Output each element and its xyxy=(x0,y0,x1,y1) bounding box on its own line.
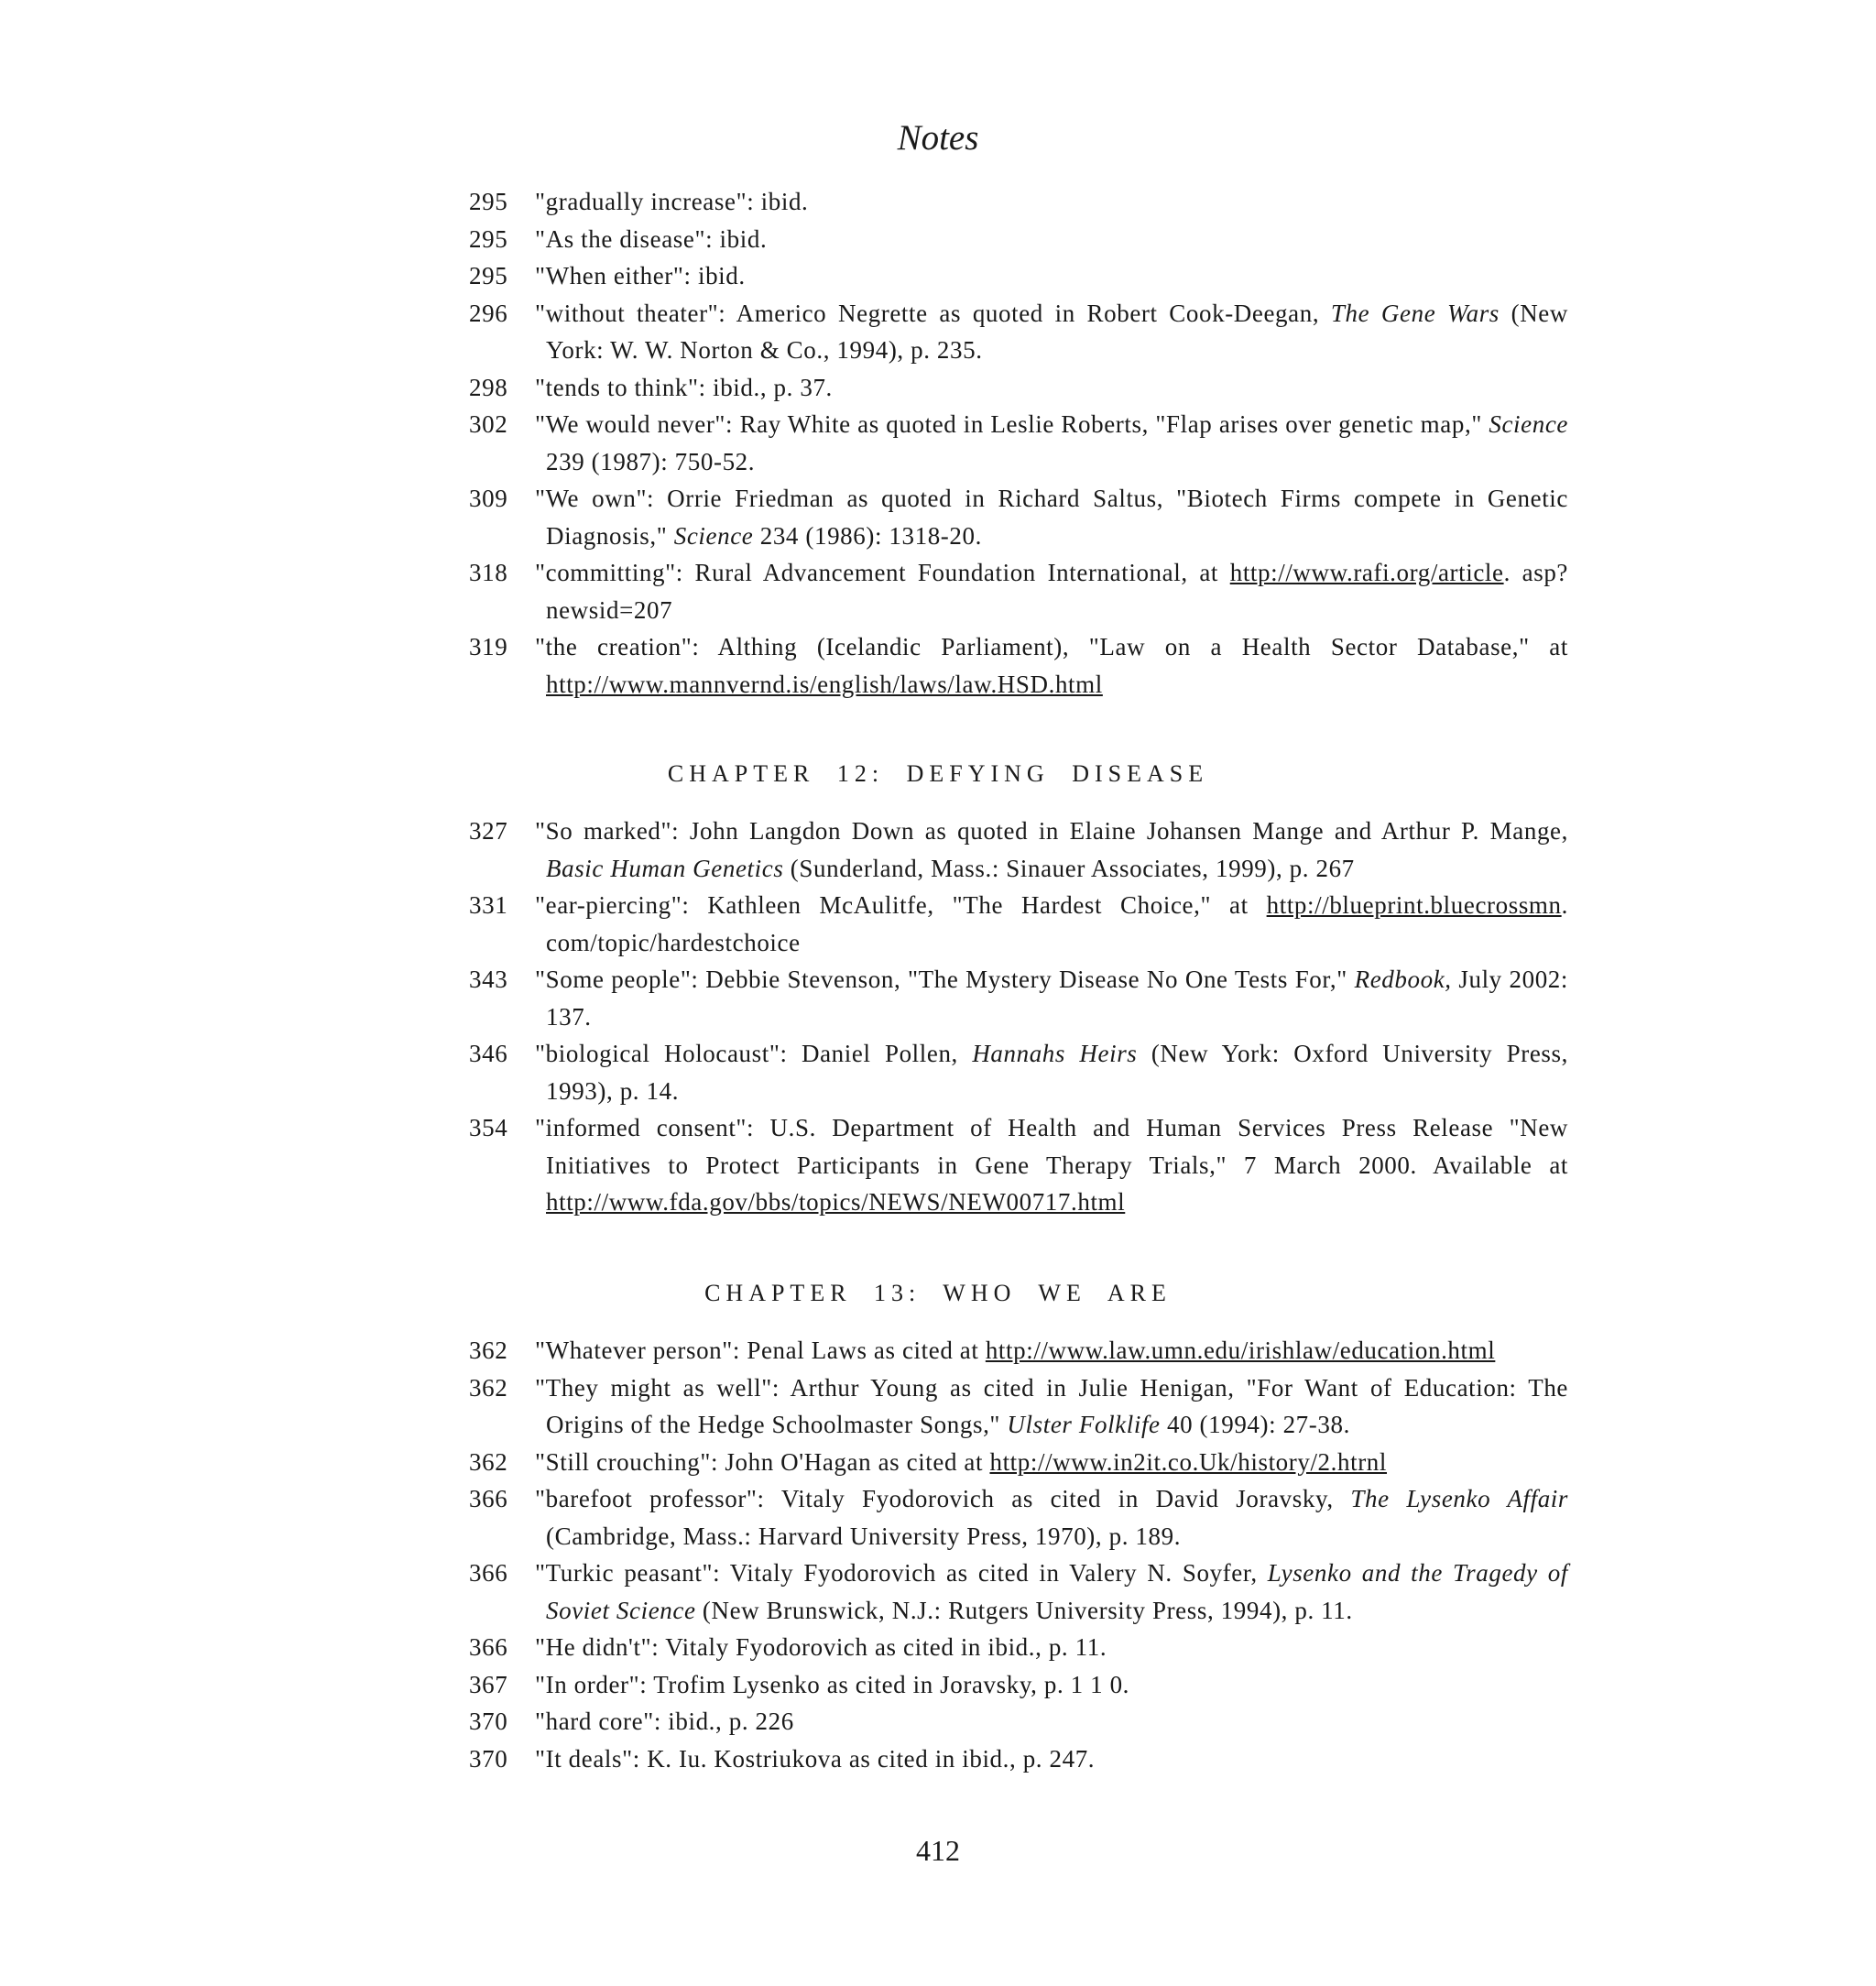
note-entry xyxy=(469,1109,1568,1221)
note-text-segment: (Cambridge, Mass.: Harvard University Press, 1970), p. 189. xyxy=(546,1522,1182,1550)
note-text-segment: "In order": Trofim Lysenko as cited in Joravsky, p. 1 1 0. xyxy=(535,1670,1130,1698)
notes-list-chapter-12 xyxy=(469,813,1568,1221)
note-text-segment: "tends to think": ibid., p. 37. xyxy=(535,373,833,401)
notes-list-chapter-13 xyxy=(469,1332,1568,1777)
chapter-12-heading: CHAPTER 12: DEFYING DISEASE xyxy=(667,760,1209,787)
note-entry xyxy=(469,183,1568,221)
note-text-segment: 40 (1994): 27-38. xyxy=(1160,1411,1350,1438)
note-page-ref: 343 xyxy=(469,966,508,993)
note-url: http://www.in2it.co.Uk/history/2.htrnl xyxy=(989,1447,1388,1476)
note-title-italic: Ulster Folklife xyxy=(1007,1411,1161,1438)
note-text-segment: "We would never": Ray White as quoted in Leslie Roberts, "Flap arises over genetic map," xyxy=(535,410,1489,438)
note-entry xyxy=(469,887,1568,961)
note-title-italic: The Gene Wars xyxy=(1330,299,1500,327)
note-text xyxy=(535,1480,1568,1555)
note-text-segment: (New York: W. W. Norton & Co., 1994), p. 235. xyxy=(546,299,1568,364)
note-text-segment: "As the disease": ibid. xyxy=(535,224,768,253)
note-text xyxy=(535,183,1568,221)
note-page-ref: 367 xyxy=(469,1670,508,1698)
note-entry xyxy=(469,1629,1568,1666)
note-text xyxy=(535,406,1568,480)
note-text-segment: "Some people": Debbie Stevenson, "The Mystery Disease No One Tests For," xyxy=(535,966,1355,993)
note-text-segment: "committing": Rural Advancement Foundation International, at xyxy=(535,559,1230,586)
note-entry xyxy=(469,1444,1568,1481)
note-page-ref: 295 xyxy=(469,224,508,253)
note-entry xyxy=(469,369,1568,407)
note-text-segment: 234 (1986): 1318-20. xyxy=(753,521,982,550)
note-title-italic: Hannahs Heirs xyxy=(972,1040,1138,1067)
note-text-segment: "ear-piercing": Kathleen McAulitfe, "The Hardest Choice," at xyxy=(535,891,1267,919)
note-text-segment: (Sunderland, Mass.: Sinauer Associates, 1999), p. 267 xyxy=(783,854,1355,882)
note-page-ref: 366 xyxy=(469,1559,508,1587)
note-text-segment: "They might as well": Arthur Young as cited in Julie Henigan, "For Want of Education: The Origins of the Hedge Schoolmaster Songs," xyxy=(535,1373,1568,1438)
note-text-segment: "barefoot professor": Vitaly Fyodorovich as cited in David Joravsky, xyxy=(535,1485,1351,1512)
note-text xyxy=(535,1109,1568,1221)
note-text-segment: "Turkic peasant": Vitaly Fyodorovich as cited in Valery N. Soyfer, xyxy=(535,1559,1268,1587)
chapter-13-heading: CHAPTER 13: WHO WE ARE xyxy=(704,1280,1172,1306)
note-text xyxy=(535,813,1568,887)
note-page-ref: 298 xyxy=(469,373,508,401)
note-text-segment: "gradually increase": ibid. xyxy=(535,188,809,215)
note-title-italic: Science xyxy=(673,521,754,550)
note-entry xyxy=(469,480,1568,554)
note-text-segment: 239 (1987): 750-52. xyxy=(546,447,756,475)
note-text-segment: July 2002: 137. xyxy=(546,966,1568,1031)
note-text-segment: "the creation": Althing (Icelandic Parliament), "Law on a Health Sector Database," at xyxy=(535,633,1568,660)
note-page-ref: 346 xyxy=(469,1040,508,1067)
note-page-ref: 370 xyxy=(469,1708,508,1735)
note-entry xyxy=(469,813,1568,887)
note-page-ref: 366 xyxy=(469,1485,508,1512)
note-title-italic: Redbook, xyxy=(1354,966,1452,993)
note-title-italic: The Lysenko Affair xyxy=(1350,1485,1568,1512)
note-text xyxy=(535,554,1568,628)
note-page-ref: 318 xyxy=(469,559,508,586)
note-text xyxy=(535,295,1568,369)
note-text-segment: . asp?newsid=207 xyxy=(546,559,1568,624)
note-text xyxy=(535,480,1568,554)
note-url: http://blueprint.bluecrossmn xyxy=(1266,891,1562,919)
notes-list-top xyxy=(469,183,1568,703)
running-head: Notes xyxy=(897,118,979,158)
note-text-segment: (New Brunswick, N.J.: Rutgers University Press, 1994), p. 11. xyxy=(695,1596,1353,1624)
note-text xyxy=(535,628,1568,703)
note-page-ref: 295 xyxy=(469,262,508,289)
note-text-segment: "biological Holocaust": Daniel Pollen, xyxy=(535,1040,973,1067)
note-title-italic: Basic Human Genetics xyxy=(546,854,784,882)
note-url: http://www.fda.gov/bbs/topics/NEWS/NEW00717.html xyxy=(546,1188,1126,1216)
note-url: http://www.rafi.org/article xyxy=(1229,559,1504,586)
note-text xyxy=(535,1332,1568,1369)
note-text-segment: "He didn't": Vitaly Fyodorovich as cited in ibid., p. 11. xyxy=(535,1633,1107,1661)
note-entry xyxy=(469,554,1568,628)
note-title-italic: Lysenko and the Tragedy of Soviet Science xyxy=(546,1559,1568,1624)
note-text-segment: "It deals": K. Iu. Kostriukova as cited in ibid., p. 247. xyxy=(535,1744,1096,1773)
note-page-ref: 366 xyxy=(469,1633,508,1661)
note-text-segment: "So marked": John Langdon Down as quoted in Elaine Johansen Mange and Arthur P. Mange, xyxy=(535,817,1568,845)
note-entry xyxy=(469,1740,1568,1778)
page-number: 412 xyxy=(916,1834,960,1867)
note-page-ref: 309 xyxy=(469,485,508,512)
note-page-ref: 327 xyxy=(469,817,508,845)
note-entry xyxy=(469,406,1568,480)
note-entry xyxy=(469,961,1568,1035)
note-text xyxy=(535,221,1568,258)
note-page-ref: 295 xyxy=(469,188,508,215)
note-entry xyxy=(469,221,1568,258)
note-page-ref: 362 xyxy=(469,1373,508,1402)
note-text-segment: (New York: Oxford University Press, 1993), p. 14. xyxy=(546,1040,1568,1105)
note-entry xyxy=(469,1555,1568,1629)
note-entry xyxy=(469,1480,1568,1555)
note-text-segment: . com/topic/hardestchoice xyxy=(546,891,1568,956)
note-page-ref: 319 xyxy=(469,633,508,660)
note-entry xyxy=(469,1703,1568,1740)
note-text xyxy=(535,1703,1568,1740)
note-page-ref: 370 xyxy=(469,1744,508,1773)
note-text xyxy=(535,1740,1568,1778)
note-entry xyxy=(469,628,1568,703)
note-text xyxy=(535,1444,1568,1481)
note-text xyxy=(535,1629,1568,1666)
note-entry xyxy=(469,1332,1568,1369)
note-entry xyxy=(469,295,1568,369)
note-page-ref: 354 xyxy=(469,1114,508,1141)
note-entry xyxy=(469,1666,1568,1704)
note-page-ref: 362 xyxy=(469,1337,508,1364)
note-text-segment: "hard core": ibid., p. 226 xyxy=(535,1708,794,1735)
note-text xyxy=(535,257,1568,295)
note-text xyxy=(535,369,1568,407)
note-url: http://www.law.umn.edu/irishlaw/education.html xyxy=(985,1337,1496,1364)
note-title-italic: Science xyxy=(1489,410,1568,438)
note-text xyxy=(535,1666,1568,1704)
note-text-segment: "We own": Orrie Friedman as quoted in Richard Saltus, "Biotech Firms compete in Genetic Diagnosis," xyxy=(535,485,1568,550)
note-text xyxy=(535,961,1568,1035)
note-page-ref: 302 xyxy=(469,410,508,438)
note-entry xyxy=(469,1369,1568,1444)
note-entry xyxy=(469,1035,1568,1109)
note-text-segment: "Still crouching": John O'Hagan as cited at xyxy=(535,1447,990,1476)
note-text xyxy=(535,887,1568,961)
note-entry xyxy=(469,257,1568,295)
note-page-ref: 296 xyxy=(469,299,508,327)
note-text xyxy=(535,1035,1568,1109)
note-page-ref: 362 xyxy=(469,1447,508,1476)
note-text-segment: "When either": ibid. xyxy=(535,262,746,289)
note-text-segment: "without theater": Americo Negrette as quoted in Robert Cook-Deegan, xyxy=(535,299,1331,327)
note-page-ref: 331 xyxy=(469,891,508,919)
note-text xyxy=(535,1369,1568,1444)
note-url: http://www.mannvernd.is/english/laws/law.HSD.html xyxy=(546,670,1103,698)
note-text xyxy=(535,1555,1568,1629)
note-text-segment: "informed consent": U.S. Department of Health and Human Services Press Release "New Initiatives to Protect Participants in Gene Therapy Trials," 7 March 2000. Available at xyxy=(535,1114,1568,1179)
note-text-segment: "Whatever person": Penal Laws as cited at xyxy=(535,1337,986,1364)
